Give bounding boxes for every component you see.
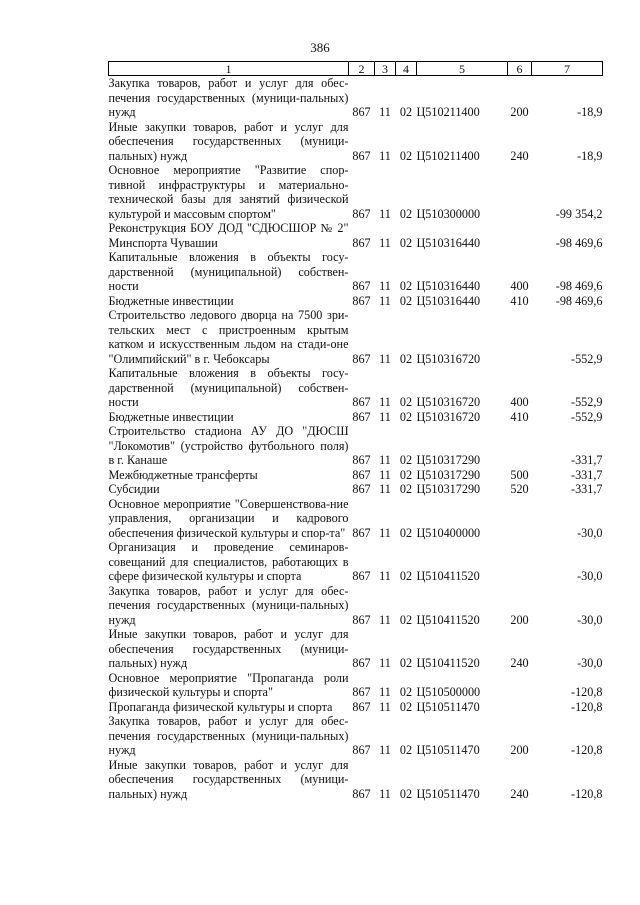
amount: -552,9 [571,409,603,424]
expense-type-code: 200 [510,612,529,627]
section-code: 11 [379,467,391,482]
expense-type-code: 240 [510,656,529,670]
row-name: Иные закупки товаров, работ и услуг для обеспечения государственных (муници-пальных) нужд [108,119,349,163]
amount: -18,9 [577,105,603,119]
row-name: Основное мероприятие "Совершенствова-ние управления, организации и кадрового обеспечения физической культуры и спор-та" [108,496,349,540]
table-row [109,497,603,541]
table-row [109,250,603,294]
ministry-code: 867 [352,351,371,366]
subsection-code: 02 [399,467,413,482]
ministry-code: 867 [352,279,371,293]
target-article-code: Ц510400000 [416,525,481,540]
table-row [109,584,603,628]
subsection-code: 02 [399,279,413,293]
section-code: 11 [379,453,391,467]
table-row [109,221,603,250]
table-row [109,308,603,366]
expense-type-code: 200 [510,743,529,757]
table-row [109,468,603,483]
amount: -98 469,6 [555,235,603,250]
amount: -331,7 [571,453,603,467]
expense-type-code: 400 [510,395,529,409]
section-code: 11 [379,293,391,308]
row-name: Иные закупки товаров, работ и услуг для обеспечения государственных (муници-пальных) нужд [108,627,349,670]
ministry-code: 867 [352,148,371,163]
row-name: Капитальные вложения в объекты госу-дарственной (муниципальной) собствен-ности [108,366,349,409]
row-name: Строительство стадиона АУ ДО "ДЮСШ "Локомотив" (устройство футбольного поля) в г. Канаше [108,424,349,467]
ministry-code: 867 [352,656,371,670]
section-code: 11 [379,569,391,583]
expense-type-code: 500 [510,467,529,482]
subsection-code: 02 [399,409,413,424]
amount: -120,8 [571,743,603,757]
subsection-code: 02 [399,206,413,221]
page-number: 386 [310,40,330,55]
target-article-code: Ц510411520 [416,612,480,627]
expense-type-code: 410 [510,409,529,424]
amount: -120,8 [571,685,603,699]
row-name: Иные закупки товаров, работ и услуг для обеспечения государственных (муници-пальных) нужд [108,757,349,801]
expense-type-code [508,221,532,250]
section-code: 11 [379,206,391,221]
expense-type-code [508,700,532,715]
subsection-code: 02 [399,293,413,308]
table-row [109,540,603,584]
row-name: Закупка товаров, работ и услуг для обес-печения государственных (муници-пальных) нужд [108,76,349,119]
subsection-code: 02 [399,351,413,366]
target-article-code: Ц510300000 [416,206,481,221]
expense-type-code: 410 [510,293,529,308]
subsection-code: 02 [399,395,413,409]
header-row [109,62,603,76]
target-article-code: Ц510411520 [416,569,480,583]
row-name: Основное мероприятие "Развитие спор-тивной инфраструктуры и материально-технической базы для занятий физической культурой и массовым спортом" [108,163,349,221]
table-row [109,120,603,164]
subsection-code: 02 [399,569,413,583]
ministry-code: 867 [352,206,371,221]
target-article-code: Ц510316720 [416,409,481,424]
target-article-code: Ц510500000 [416,685,481,699]
amount: -18,9 [577,148,603,163]
target-article-code: Ц510316440 [416,293,481,308]
ministry-code: 867 [352,685,371,699]
section-code: 11 [379,612,391,627]
amount: -552,9 [571,395,603,409]
ministry-code: 867 [352,293,371,308]
table-row [109,671,603,700]
ministry-code: 867 [352,786,371,801]
amount: -120,8 [571,786,603,801]
section-code: 11 [379,395,391,409]
section-code: 11 [379,525,391,540]
row-name: Строительство ледового дворца на 7500 зри-тельских мест с пристроенным крытым катком и искусственным льдом на стади-оне "Олимпийский" в г. Чебоксары [108,308,349,366]
section-code: 11 [379,699,391,714]
target-article-code: Ц510511470 [416,699,480,714]
ministry-code: 867 [352,409,371,424]
expense-type-code: 520 [510,482,529,496]
amount: -331,7 [571,467,603,482]
target-article-code: Ц510211400 [416,105,480,119]
amount: -331,7 [571,482,603,496]
subsection-code: 02 [399,685,413,699]
row-name: Основное мероприятие "Пропаганда роли физической культуры и спорта" [108,670,349,699]
expense-type-code [508,540,532,584]
amount: -98 469,6 [555,279,603,293]
expense-type-code [508,163,532,221]
target-article-code: Ц510211400 [416,148,480,163]
expense-type-code [508,497,532,541]
table-row [109,758,603,802]
target-article-code: Ц510511470 [416,786,480,801]
header-col-3: 3 [375,62,396,76]
row-name: Межбюджетные трансферты [108,467,258,482]
section-code: 11 [379,743,391,757]
expense-type-code [508,424,532,468]
expense-type-code: 400 [510,279,529,293]
subsection-code: 02 [399,786,413,801]
header-col-4: 4 [396,62,417,76]
section-code: 11 [379,786,391,801]
expense-type-code [508,308,532,366]
subsection-code: 02 [399,482,413,496]
ministry-code: 867 [352,482,371,496]
table-row [109,410,603,425]
target-article-code: Ц510411520 [416,656,480,670]
subsection-code: 02 [399,612,413,627]
ministry-code: 867 [352,699,371,714]
ministry-code: 867 [352,453,371,467]
expense-type-code: 240 [510,786,529,801]
subsection-code: 02 [399,453,413,467]
amount: -30,0 [577,569,603,583]
expense-type-code [508,671,532,700]
expense-type-code: 240 [510,148,529,163]
section-code: 11 [379,148,391,163]
ministry-code: 867 [352,467,371,482]
section-code: 11 [379,482,391,496]
row-name: Закупка товаров, работ и услуг для обес-печения государственных (муници-пальных) нужд [108,583,349,627]
header-col-6: 6 [508,62,532,76]
row-name: Бюджетные инвестиции [108,409,234,424]
header-col-2: 2 [349,62,375,76]
target-article-code: Ц510317290 [416,482,481,496]
expense-type-code: 200 [510,105,529,119]
row-name: Закупка товаров, работ и услуг для обес-печения государственных (муници-пальных) нужд [108,714,349,757]
row-name: Капитальные вложения в объекты госу-дарственной (муниципальной) собствен-ности [108,250,349,293]
subsection-code: 02 [399,235,413,250]
subsection-code: 02 [399,148,413,163]
header-col-1: 1 [109,62,349,76]
ministry-code: 867 [352,525,371,540]
row-name: Субсидии [108,482,160,496]
header-col-7: 7 [532,62,603,76]
amount: -552,9 [571,351,603,366]
target-article-code: Ц510317290 [416,453,481,467]
table-row [109,366,603,410]
table-row [109,294,603,309]
section-code: 11 [379,235,391,250]
target-article-code: Ц510316720 [416,395,481,409]
ministry-code: 867 [352,235,371,250]
subsection-code: 02 [399,699,413,714]
ministry-code: 867 [352,743,371,757]
table-row [109,700,603,715]
section-code: 11 [379,685,391,699]
amount: -30,0 [577,612,603,627]
table-row [109,163,603,221]
table-row [109,482,603,497]
subsection-code: 02 [399,525,413,540]
row-name: Реконструкция БОУ ДОД "СДЮСШОР № 2" Минспорта Чувашии [108,221,349,250]
target-article-code: Ц510316440 [416,279,481,293]
target-article-code: Ц510316440 [416,235,481,250]
table-row [109,76,603,120]
section-code: 11 [379,656,391,670]
amount: -30,0 [577,525,603,540]
target-article-code: Ц510316720 [416,351,481,366]
row-name: Организация и проведение семинаров-совещаний для специалистов, работающих в сфере физической культуры и спорта [108,540,349,583]
target-article-code: Ц510511470 [416,743,480,757]
amount: -98 469,6 [555,293,603,308]
ministry-code: 867 [352,105,371,119]
subsection-code: 02 [399,743,413,757]
budget-table [108,61,603,801]
section-code: 11 [379,279,391,293]
ministry-code: 867 [352,395,371,409]
subsection-code: 02 [399,656,413,670]
table-row [109,714,603,758]
section-code: 11 [379,105,391,119]
section-code: 11 [379,409,391,424]
amount: -120,8 [571,699,603,714]
table-row [109,627,603,671]
section-code: 11 [379,351,391,366]
amount: -30,0 [577,656,603,670]
row-name: Бюджетные инвестиции [108,293,234,308]
amount: -99 354,2 [555,206,603,221]
subsection-code: 02 [399,105,413,119]
ministry-code: 867 [352,569,371,583]
ministry-code: 867 [352,612,371,627]
target-article-code: Ц510317290 [416,467,481,482]
header-col-5: 5 [417,62,508,76]
row-name: Пропаганда физической культуры и спорта [108,699,333,714]
table-row [109,424,603,468]
